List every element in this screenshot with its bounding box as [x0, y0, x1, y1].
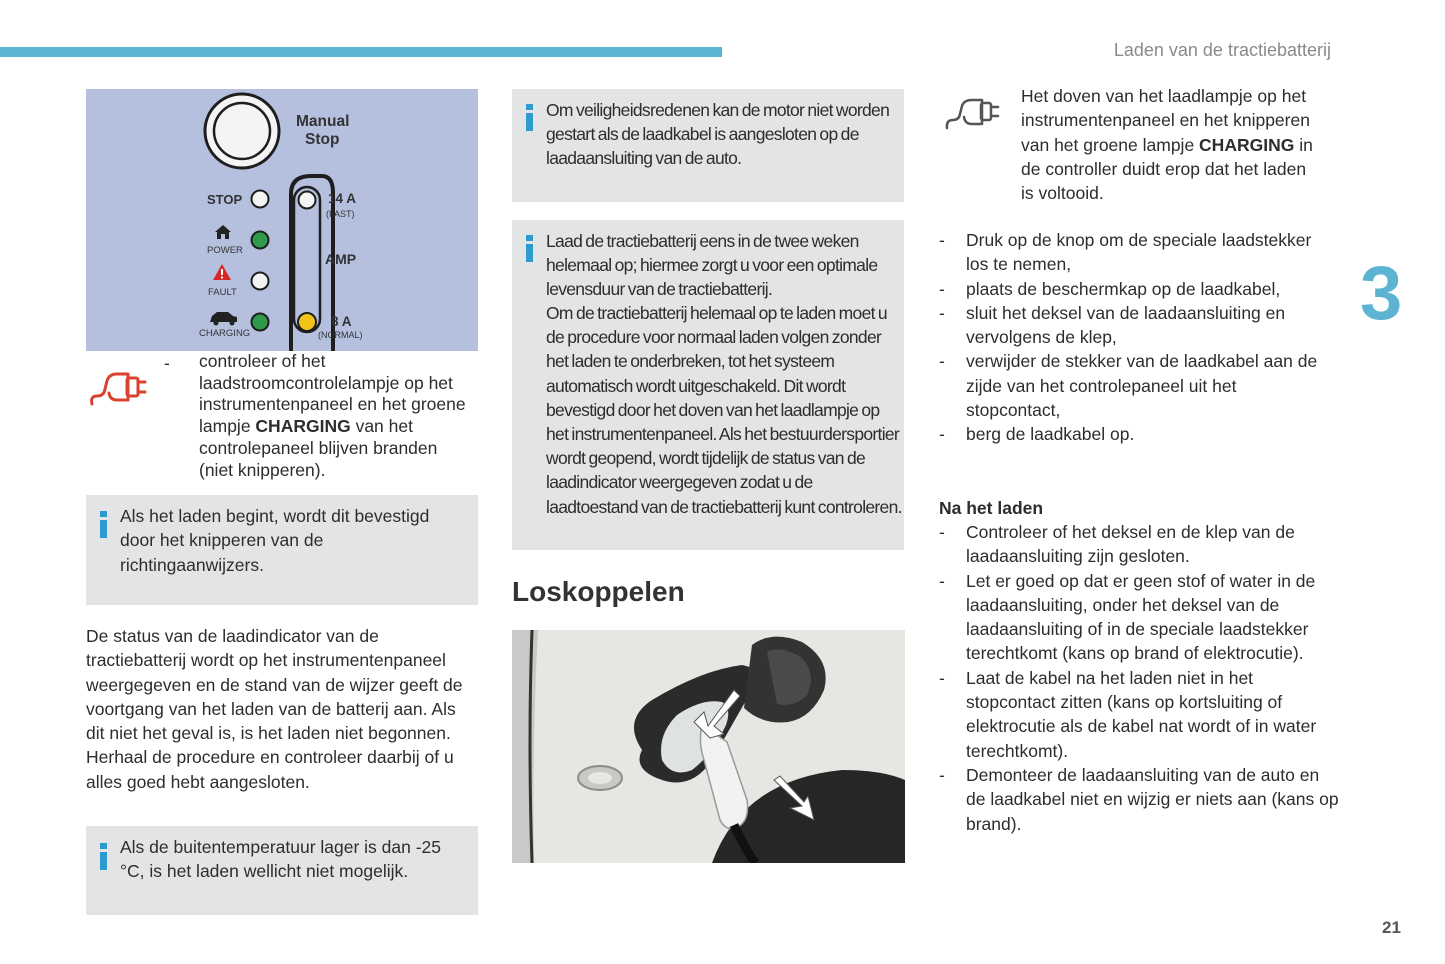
amp-slot-icon: [294, 187, 320, 332]
intro-bold: CHARGING: [1199, 134, 1295, 155]
after-charging-list: [939, 520, 1339, 836]
fault-label: FAULT: [208, 287, 237, 298]
info-signals-text: Als het laden begint, wordt dit bevestigd door het knipperen van de richtingaanwijzers.: [120, 506, 430, 575]
list-item: - Let er goed op dat er geen stof of water in de laadaansluiting, onder het deksel van de laadaansluiting of in de speciale laadstekker terechtkomt (kans op brand of elektrocutie).: [939, 569, 1339, 666]
info-icon: [100, 511, 107, 538]
info-full-charge-p2: Om de tractiebatterij helemaal op te laden moet u de procedure voor normaal laden volgen zonder het laden te onderbreken, tot het systeem automatisch wordt uitgeschakeld. Dit wordt bevestigd door het doven van het laadlampje op het instrumentenpaneel. Als het bestuurdersportier wordt geopend, wordt tijdelijk de status van de laadindicator weergegeven zodat u de laadtoestand van de tractiebatterij kunt controleren.: [546, 303, 902, 517]
info-box-full-charge: [512, 220, 904, 550]
info-box-signals: [86, 495, 478, 605]
charging-lamp-icon: [252, 314, 269, 331]
after-charging-heading: Na het laden: [939, 498, 1044, 518]
info-icon: [526, 104, 533, 131]
running-header-title: Laden van de tractiebatterij: [1113, 40, 1331, 60]
check-item-bold: CHARGING: [255, 416, 351, 437]
info-safety-text: Om veiligheidsredenen kan de motor niet worden gestart als de laadkabel is aangesloten op de laadaansluiting van de auto.: [546, 100, 890, 169]
list-item: - Druk op de knop om de speciale laadstekker los te nemen,: [939, 228, 1334, 277]
fault-lamp-icon: [252, 273, 269, 290]
power-label: POWER: [207, 245, 243, 256]
charging-plug-icon: [88, 366, 154, 408]
manual-stop-line2: Stop: [305, 131, 340, 148]
power-house-icon: [215, 225, 231, 239]
charging-label: CHARGING: [199, 328, 251, 339]
normal-label: (NORMAL): [318, 330, 363, 340]
stop-lamp-icon: [252, 191, 269, 208]
intro-text-end: in de controller duidt erop dat het laden is voltooid.: [1021, 134, 1313, 204]
manual-stop-line1: Manual: [296, 113, 350, 130]
info-icon: [100, 843, 107, 870]
stop-label: STOP: [207, 192, 243, 207]
chapter-number: 3: [1360, 251, 1403, 336]
manual-stop-button-icon: [205, 94, 279, 168]
info-box-temperature: [86, 826, 478, 915]
charging-car-icon: [210, 312, 237, 326]
fault-warning-icon: [213, 264, 231, 280]
fast-amp-value: 14 A: [328, 191, 357, 206]
page-number: 21: [1382, 918, 1401, 937]
list-item: - sluit het deksel van de laadaansluiting en vervolgens de klep,: [939, 301, 1334, 350]
list-item: - plaats de beschermkap op de laadkabel,: [939, 277, 1334, 301]
section-heading-loskoppelen: Loskoppelen: [512, 576, 685, 607]
list-item: - Laat de kabel na het laden niet in het stopcontact zitten (kans op kortsluiting of elektrocutie als de kabel nat wordt of in water terechtkomt).: [939, 666, 1339, 763]
fast-label: (FAST): [326, 209, 355, 219]
info-temperature-text: Als de buitentemperatuur lager is dan -25 °C, is het laden wellicht niet mogelijk.: [120, 837, 442, 882]
normal-amp-value: 8 A: [331, 314, 352, 329]
disconnect-steps-list: [939, 228, 1334, 447]
check-item-text-start: controleer of het laadstroomcontrolelampje op het instrumentenpaneel en het groene lampje: [199, 351, 466, 437]
info-full-charge-p1: Laad de tractiebatterij eens in de twee weken helemaal op; hiermee zorgt u voor een optimale levensduur van de tractiebatterij.: [546, 231, 878, 300]
power-lamp-icon: [252, 232, 269, 249]
list-item: - berg de laadkabel op.: [939, 422, 1334, 446]
list-item: - verwijder de stekker van de laadkabel aan de zijde van het controlepaneel uit het stopcontact,: [939, 349, 1334, 422]
disconnect-photo: [512, 630, 905, 863]
info-icon: [526, 235, 533, 262]
list-item: - Controleer of het deksel en de klep van de laadaansluiting zijn gesloten.: [939, 520, 1339, 569]
list-item: - Demonteer de laadaansluiting van de auto en de laadkabel niet en wijzig er niets aan (kans op brand).: [939, 763, 1339, 836]
check-item-dash: -: [164, 353, 170, 373]
charging-plug-outline-icon: [944, 92, 1006, 132]
intro-text-start: Het doven van het laadlampje op het instrumentenpaneel en het knipperen van het groene lampje: [1021, 86, 1310, 155]
status-paragraph: De status van de laadindicator van de tractiebatterij wordt op het instrumentenpaneel weergegeven en de stand van de wijzer geeft de voortgang van het laden van de batterij aan. Als dit niet het geval is, is het laden niet begonnen. Herhaal de procedure en controleer daarbij of u alles goed hebt aangesloten.: [86, 626, 463, 792]
info-box-safety: [512, 89, 904, 202]
header-accent-bar: [0, 47, 722, 57]
controller-panel-illustration: [86, 89, 478, 351]
check-item-text-end: van het controlepaneel blijven branden (niet knipperen).: [199, 416, 438, 480]
amp-label: AMP: [325, 251, 357, 267]
charge-complete-intro: [1021, 84, 1321, 205]
check-item-text: [199, 351, 474, 481]
